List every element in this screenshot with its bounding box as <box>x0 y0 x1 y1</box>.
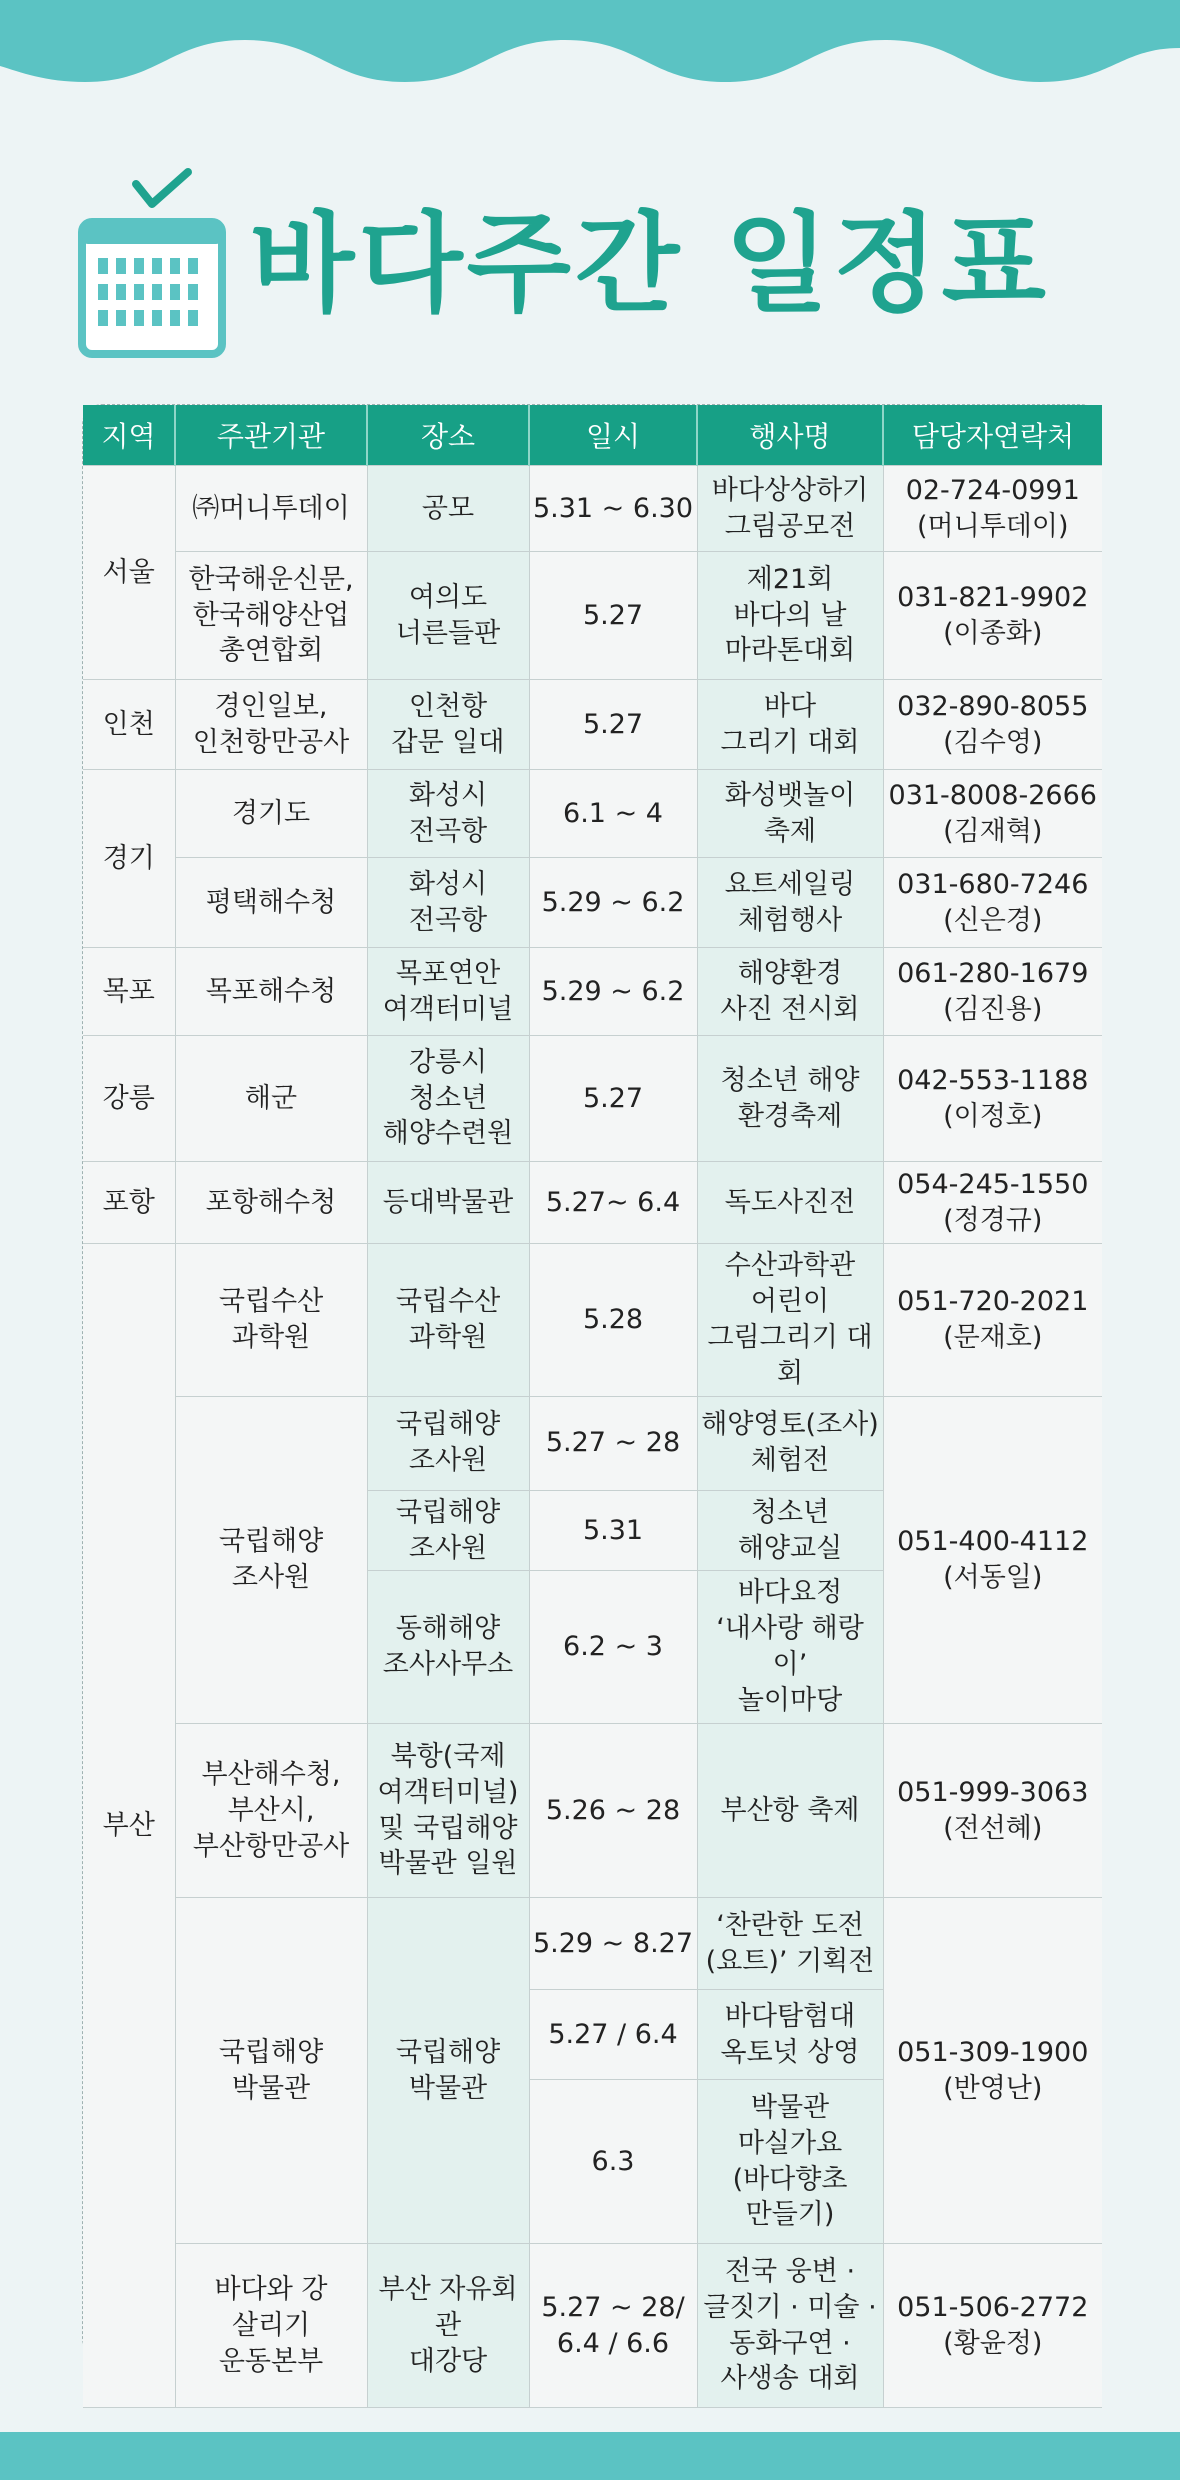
schedule-table-container <box>82 404 1101 2395</box>
event-cell: 수산과학관 어린이 그림그리기 대회 <box>697 1244 883 1397</box>
place-cell: 국립수산 과학원 <box>367 1244 529 1397</box>
date-cell: 6.2 ~ 3 <box>529 1571 697 1724</box>
event-cell: 전국 웅변 · 글짓기 · 미술 · 동화구연 · 사생송 대회 <box>697 2244 883 2408</box>
organizer-cell: 국립해양 조사원 <box>175 1396 367 1723</box>
event-cell: 해양영토(조사) 체험전 <box>697 1396 883 1490</box>
event-cell: 청소년 해양 환경축제 <box>697 1036 883 1162</box>
top-wave-decoration <box>0 0 1180 90</box>
contact-cell: 054-245-1550 (정경규) <box>883 1162 1102 1244</box>
date-cell: 5.31 ~ 6.30 <box>529 466 697 552</box>
place-cell: 인천항 갑문 일대 <box>367 680 529 770</box>
place-cell: 화성시 전곡항 <box>367 770 529 858</box>
event-cell: 독도사진전 <box>697 1162 883 1244</box>
contact-cell: 051-999-3063 (전선혜) <box>883 1724 1102 1898</box>
event-cell: 요트세일링 체험행사 <box>697 858 883 948</box>
place-cell: 부산 자유회관 대강당 <box>367 2244 529 2408</box>
region-cell: 목포 <box>83 948 175 1036</box>
table-row <box>83 1396 1102 1490</box>
event-cell: 제21회 바다의 날 마라톤대회 <box>697 552 883 680</box>
contact-cell: 051-506-2772 (황윤정) <box>883 2244 1102 2408</box>
organizer-cell: 평택해수청 <box>175 858 367 948</box>
place-cell: 여의도 너른들판 <box>367 552 529 680</box>
date-cell: 6.3 <box>529 2080 697 2244</box>
contact-cell: 031-821-9902 (이종화) <box>883 552 1102 680</box>
table-row <box>83 2244 1102 2408</box>
date-cell: 5.27 ~ 28/ 6.4 / 6.6 <box>529 2244 697 2408</box>
organizer-cell: 경인일보, 인천항만공사 <box>175 680 367 770</box>
region-cell: 강릉 <box>83 1036 175 1162</box>
date-cell: 5.29 ~ 6.2 <box>529 858 697 948</box>
table-row <box>83 1162 1102 1244</box>
table-row <box>83 1724 1102 1898</box>
table-row <box>83 1898 1102 1990</box>
organizer-cell: ㈜머니투데이 <box>175 466 367 552</box>
event-cell: 박물관 마실가요 (바다향초 만들기) <box>697 2080 883 2244</box>
date-cell: 5.29 ~ 6.2 <box>529 948 697 1036</box>
place-cell: 북항(국제 여객터미널) 및 국립해양 박물관 일원 <box>367 1724 529 1898</box>
table-row <box>83 466 1102 552</box>
place-cell: 국립해양 조사원 <box>367 1490 529 1571</box>
region-cell: 인천 <box>83 680 175 770</box>
schedule-table <box>83 405 1102 2408</box>
bottom-band-decoration <box>0 2432 1180 2480</box>
table-row <box>83 858 1102 948</box>
contact-cell: 02-724-0991 (머니투데이) <box>883 466 1102 552</box>
organizer-cell: 해군 <box>175 1036 367 1162</box>
date-cell: 5.27 / 6.4 <box>529 1990 697 2080</box>
region-cell: 서울 <box>83 466 175 680</box>
contact-cell: 051-720-2021 (문재호) <box>883 1244 1102 1397</box>
event-cell: 화성뱃놀이 축제 <box>697 770 883 858</box>
event-cell: ‘찬란한 도전 (요트)’ 기획전 <box>697 1898 883 1990</box>
header-contact: 담당자연락처 <box>883 405 1102 466</box>
organizer-cell: 바다와 강 살리기 운동본부 <box>175 2244 367 2408</box>
date-cell: 5.27 <box>529 1036 697 1162</box>
date-cell: 6.1 ~ 4 <box>529 770 697 858</box>
event-cell: 청소년 해양교실 <box>697 1490 883 1571</box>
contact-cell: 061-280-1679 (김진용) <box>883 948 1102 1036</box>
organizer-cell: 한국해운신문, 한국해양산업 총연합회 <box>175 552 367 680</box>
event-cell: 부산항 축제 <box>697 1724 883 1898</box>
organizer-cell: 국립해양 박물관 <box>175 1898 367 2244</box>
date-cell: 5.31 <box>529 1490 697 1571</box>
header-date: 일시 <box>529 405 697 466</box>
place-cell: 동해해양 조사사무소 <box>367 1571 529 1724</box>
header-region: 지역 <box>83 405 175 466</box>
organizer-cell: 포항해수청 <box>175 1162 367 1244</box>
date-cell: 5.28 <box>529 1244 697 1397</box>
contact-cell: 051-309-1900 (반영난) <box>883 1898 1102 2244</box>
organizer-cell: 국립수산 과학원 <box>175 1244 367 1397</box>
place-cell: 국립해양 조사원 <box>367 1396 529 1490</box>
organizer-cell: 경기도 <box>175 770 367 858</box>
contact-cell: 031-8008-2666 (김재혁) <box>883 770 1102 858</box>
place-cell: 강릉시 청소년 해양수련원 <box>367 1036 529 1162</box>
header-place: 장소 <box>367 405 529 466</box>
place-cell: 목포연안 여객터미널 <box>367 948 529 1036</box>
table-row <box>83 1036 1102 1162</box>
header-event: 행사명 <box>697 405 883 466</box>
table-row <box>83 680 1102 770</box>
event-cell: 해양환경 사진 전시회 <box>697 948 883 1036</box>
contact-cell: 051-400-4112 (서동일) <box>883 1396 1102 1723</box>
place-cell: 공모 <box>367 466 529 552</box>
region-cell: 경기 <box>83 770 175 948</box>
event-cell: 바다요정 ‘내사랑 해랑이’ 놀이마당 <box>697 1571 883 1724</box>
organizer-cell: 목포해수청 <box>175 948 367 1036</box>
date-cell: 5.27 <box>529 552 697 680</box>
contact-cell: 042-553-1188 (이정호) <box>883 1036 1102 1162</box>
event-cell: 바다 그리기 대회 <box>697 680 883 770</box>
organizer-cell: 부산해수청, 부산시, 부산항만공사 <box>175 1724 367 1898</box>
date-cell: 5.26 ~ 28 <box>529 1724 697 1898</box>
table-row <box>83 948 1102 1036</box>
page-header <box>78 170 1050 360</box>
calendar-icon <box>78 170 228 360</box>
place-cell: 화성시 전곡항 <box>367 858 529 948</box>
header-organizer: 주관기관 <box>175 405 367 466</box>
event-cell: 바다탐험대 옥토넛 상영 <box>697 1990 883 2080</box>
table-row <box>83 770 1102 858</box>
date-cell: 5.27~ 6.4 <box>529 1162 697 1244</box>
table-row <box>83 552 1102 680</box>
date-cell: 5.27 ~ 28 <box>529 1396 697 1490</box>
date-cell: 5.27 <box>529 680 697 770</box>
contact-cell: 031-680-7246 (신은경) <box>883 858 1102 948</box>
page-title: 바다주간 일정표 <box>250 202 1050 327</box>
place-cell: 국립해양 박물관 <box>367 1898 529 2244</box>
event-cell: 바다상상하기 그림공모전 <box>697 466 883 552</box>
date-cell: 5.29 ~ 8.27 <box>529 1898 697 1990</box>
place-cell: 등대박물관 <box>367 1162 529 1244</box>
table-header-row <box>83 405 1102 466</box>
table-row <box>83 1244 1102 1397</box>
region-cell: 부산 <box>83 1244 175 2408</box>
contact-cell: 032-890-8055 (김수영) <box>883 680 1102 770</box>
region-cell: 포항 <box>83 1162 175 1244</box>
